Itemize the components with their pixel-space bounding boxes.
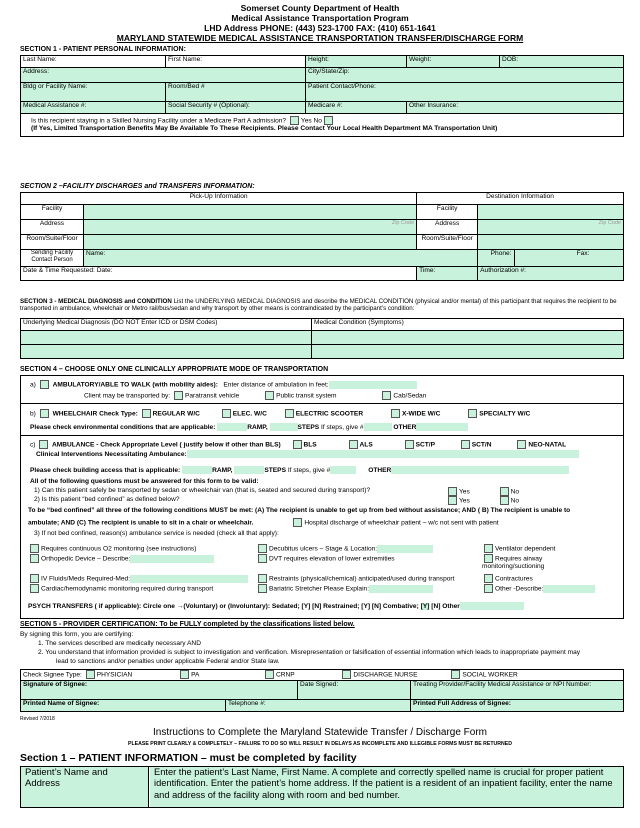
dest-room-label: Room/Suite/Floor (417, 235, 478, 250)
neonatal-label: NEO-NATAL (528, 441, 567, 449)
xwide-wc-label: X-WIDE W/C (401, 410, 441, 418)
q1-no-checkbox[interactable] (500, 487, 509, 496)
condition-input-1[interactable] (312, 331, 624, 345)
diagnosis-header: Underlying Medical Diagnosis (DO NOT Enter ICD or DSM Codes) (21, 319, 312, 331)
instructions-title: Instructions to Complete the Maryland Statewide Transfer / Discharge Form (152, 727, 488, 738)
social-worker-label: SOCIAL WORKER (462, 671, 518, 679)
bldg-field[interactable] (21, 83, 166, 102)
iv-input[interactable] (130, 575, 248, 583)
social-worker-checkbox[interactable] (451, 670, 460, 679)
ambulatory-title: AMBULATORY/ABLE TO WALK (with mobility aides): (52, 381, 218, 389)
signee-type-label: Check Signee Type: (23, 671, 82, 679)
snf-yes-label: Yes (300, 117, 312, 125)
distance-label: Enter distance of ambulation in feet: (223, 381, 329, 389)
pickup-address-input[interactable] (84, 220, 417, 235)
q2-answers (446, 496, 519, 505)
steps-count-input[interactable] (364, 423, 392, 431)
building-access-row (30, 466, 569, 474)
date-label: Date: (96, 267, 113, 274)
signee-type-row (21, 670, 624, 681)
sctp-checkbox[interactable] (405, 440, 414, 449)
instructions-warning: PLEASE PRINT CLEARLY & COMPLETELY – FAILURE TO DO SO WILL RESULT IN DELAYS AS INCOMPLETE AND ILLEGIBLE FORMS MUST BE RETURNED (128, 741, 512, 747)
sctn-checkbox[interactable] (461, 440, 470, 449)
q2-no-checkbox[interactable] (500, 496, 509, 505)
telephone-label: Telephone #: (228, 700, 266, 707)
q1-answers (446, 487, 519, 496)
snf-row (21, 114, 624, 137)
ventilator-checkbox[interactable] (484, 544, 493, 553)
dvt-item (256, 554, 395, 563)
city-label: City/State/Zip: (308, 68, 350, 75)
dest-address-label: Address (417, 220, 478, 235)
address-field[interactable] (21, 68, 306, 83)
ramp-input[interactable] (217, 423, 247, 431)
neonatal-checkbox[interactable] (517, 440, 526, 449)
bls-label: BLS (303, 441, 317, 449)
q2-yes-checkbox[interactable] (448, 496, 457, 505)
section-1-title: SECTION 1 - PATIENT PERSONAL INFORMATION: (20, 46, 186, 53)
snf-yes-checkbox[interactable] (290, 116, 299, 125)
authorization-label: Authorization #: (480, 267, 526, 274)
all-questions-note: All of the following questions must be answered for this form to be valid: (30, 478, 259, 485)
regular-wc-checkbox[interactable] (142, 409, 151, 418)
medicare-label: Medicare #: (308, 102, 343, 109)
full-address-field[interactable] (411, 700, 624, 712)
client-transported-label: Client may be transported by: (84, 392, 171, 400)
section-3-intro (20, 298, 624, 312)
ventilator-item (482, 544, 556, 553)
section-5-table (20, 669, 624, 712)
sending-phone-field[interactable] (478, 250, 514, 267)
other2-label: OTHER (368, 466, 392, 474)
form-title: MARYLAND STATEWIDE MEDICAL ASSISTANCE TRANSPORTATION TRANSFER/DISCHARGE FORM (116, 33, 524, 43)
paratransit-checkbox[interactable] (174, 391, 183, 400)
bed-def-row-2 (28, 518, 499, 527)
building-access-label: Please check building access that is applicable: (30, 466, 181, 474)
signature-field[interactable] (21, 681, 298, 700)
steps2-label: STEPS (264, 466, 286, 474)
other-label: OTHER (393, 423, 417, 431)
dvt-checkbox[interactable] (258, 554, 267, 563)
section-2-table (20, 192, 624, 281)
q1-yes-checkbox[interactable] (448, 487, 457, 496)
snf-question: Is this recipient staying in a Skilled Nursing Facility under a Medicare Part A admission? (31, 117, 287, 125)
discharge-nurse-label: DISCHARGE NURSE (353, 671, 418, 679)
height-field[interactable] (306, 56, 407, 68)
weight-label: Weight: (409, 56, 432, 63)
height-label: Height: (308, 56, 329, 63)
sending-phone-label: Phone: (490, 250, 512, 257)
restraints-label: Restraints (physical/chemical) anticipated/used during transport (269, 575, 455, 583)
orthopedic-checkbox[interactable] (30, 554, 39, 563)
other-insurance-field[interactable] (407, 102, 624, 114)
instructions-row-label: Patient’s Name and Address (21, 767, 149, 807)
contractures-item (482, 574, 533, 583)
certify-2b: lead to sanctions and/or penalties under applicable Federal and/or State law. (56, 658, 280, 665)
bariatric-item (256, 584, 433, 593)
authorization-field[interactable] (478, 267, 624, 281)
dest-room-input[interactable] (478, 235, 624, 250)
public-transit-checkbox[interactable] (265, 391, 274, 400)
hospital-discharge-checkbox[interactable] (293, 518, 302, 527)
certify-2: 2. You understand that information provided is subject to investigation and verification. Misrepresentation or falsification of essential information which leads to inappropriate payment may (38, 649, 581, 656)
dvt-label: DVT requires elevation of lower extremities (269, 555, 395, 563)
q2-no-label: No (510, 497, 520, 505)
decubitus-item (256, 544, 433, 553)
pickup-room-input[interactable] (84, 235, 417, 250)
printed-name-field[interactable] (21, 700, 226, 712)
elec-wc-label: ELEC. W/C (232, 410, 267, 418)
other-describe-item (482, 584, 595, 593)
airway-checkbox[interactable] (484, 554, 493, 563)
if-steps2-label: If steps, give # (287, 466, 331, 474)
physician-label: PHYSICIAN (96, 671, 133, 679)
certify-intro: By signing this form, you are certifying: (20, 631, 134, 638)
revision-date: Revised 7/2018 (20, 716, 55, 722)
pickup-address-label: Address (21, 220, 84, 235)
npi-field[interactable] (411, 681, 624, 700)
dob-field[interactable] (500, 56, 624, 68)
cab-label: Cab/Sedan (393, 392, 427, 400)
ssn-label: Social Security # (Optional): (168, 102, 250, 109)
dob-label: DOB: (502, 56, 519, 63)
wheelchair-title: WHEELCHAIR Check Type: (52, 410, 138, 418)
snf-note: (If Yes, Limited Transportation Benefits May Be Available To These Recipients. Please Contact Your Local Health Department MA Transportation Unit) (31, 125, 498, 132)
psych-label: PSYCH TRANSFERS ( if applicable): Circle one →(Voluntary) or (Involuntary): Sedated; [Y] [N] Restrained; [Y] [N] Combative; (28, 602, 419, 610)
sending-fax-field[interactable] (514, 250, 623, 267)
discharge-nurse-checkbox[interactable] (342, 670, 351, 679)
orthopedic-item (28, 554, 214, 563)
pickup-facility-label: Facility (21, 205, 84, 220)
sending-name-field[interactable] (84, 250, 478, 267)
c-label: c) (30, 441, 36, 449)
section-5-title: SECTION 5 - PROVIDER CERTIFICATION: To be FULLY completed by the classifications listed below. (20, 621, 355, 628)
pickup-room-label: Room/Suite/Floor (21, 235, 84, 250)
dest-zip-hint: Zip Code (598, 220, 621, 226)
ramp2-input[interactable] (182, 466, 212, 474)
q2-text: 2) Is this patient “bed confined” as defined below? (34, 496, 180, 503)
decubitus-label: Decubitus ulcers – Stage & Location: (269, 545, 378, 553)
bariatric-input[interactable] (369, 585, 433, 593)
wheelchair-checkbox[interactable] (40, 409, 49, 418)
a-label: a) (30, 381, 36, 389)
other-describe-checkbox[interactable] (484, 584, 493, 593)
specialty-wc-checkbox[interactable] (468, 409, 477, 418)
instructions-row-text: Enter the patient’s Last Name, First Name. A complete and correctly spelled name is crucial for proper patient identification. Enter the patient’s home address. If the patient is a resident of an inpatient facility, enter the name and address of the facility along with room and bed number. (150, 767, 623, 807)
als-label: ALS (359, 441, 373, 449)
scooter-checkbox[interactable] (285, 409, 294, 418)
condition-input-2[interactable] (312, 345, 624, 359)
cardiac-checkbox[interactable] (30, 584, 39, 593)
time-label: Time: (419, 267, 436, 274)
crnp-label: CRNP (275, 671, 295, 679)
hospital-discharge-label: Hospital discharge of wheelchair patient – w/c not sent with patient (304, 519, 499, 527)
other-env-input[interactable] (416, 423, 468, 431)
q1-text: 1) Can this patient safely be transported by sedan or wheelchair van (that is, seated and secured during transport)? (34, 487, 371, 494)
sending-fax-label: Fax: (576, 250, 590, 257)
sending-name-label: Name: (86, 250, 106, 257)
psych-other-input[interactable] (460, 602, 524, 610)
bls-checkbox[interactable] (293, 440, 302, 449)
q3-text: 3) If not bed confined, reason(s) ambulance service is needed (check all that apply): (34, 530, 279, 537)
public-transit-label: Public transit system (276, 392, 337, 400)
regular-wc-label: REGULAR W/C (152, 410, 200, 418)
first-name-field[interactable] (166, 56, 306, 68)
iv-checkbox[interactable] (30, 574, 39, 583)
o2-label: Requires continuous O2 monitoring (see instructions) (41, 545, 197, 553)
cardiac-item (28, 584, 213, 593)
city-field[interactable] (306, 68, 624, 83)
time-requested-field[interactable] (417, 267, 478, 281)
section-1-table (20, 55, 624, 137)
elec-wc-checkbox[interactable] (222, 409, 231, 418)
ambulatory-checkbox[interactable] (40, 380, 49, 389)
pickup-facility-input[interactable] (84, 205, 417, 220)
clinical-row (36, 450, 579, 458)
steps-label: STEPS (297, 423, 320, 431)
bed-confined-definition-2: ambulate; AND (C) The recipient is unable to sit in a chair or wheelchair. (28, 519, 254, 527)
restraints-item (256, 574, 454, 583)
ssn-field[interactable] (166, 102, 306, 114)
ambulance-title: AMBULANCE - Check Appropriate Level ( justify below if other than BLS) (51, 441, 281, 449)
header-line-1: Somerset County Department of Health (240, 3, 400, 13)
room-field[interactable] (166, 83, 306, 102)
dest-facility-input[interactable] (478, 205, 624, 220)
clinical-input[interactable] (187, 450, 579, 458)
sctn-label: SCT/N (471, 441, 492, 449)
signature-label: Signature of Signee: (23, 681, 88, 688)
combative-yes[interactable]: [Y] (420, 602, 430, 610)
steps-input[interactable] (270, 423, 298, 431)
medicare-field[interactable] (306, 102, 407, 114)
ramp-label: RAMP, (247, 423, 268, 431)
address-label: Address: (23, 68, 50, 75)
contractures-label: Contractures (495, 575, 533, 583)
printed-name-label: Printed Name of Signee: (23, 700, 100, 707)
header-line-2: Medical Assistance Transportation Program (231, 13, 409, 23)
q1-no-label: No (510, 488, 520, 496)
section-3-table (20, 318, 624, 359)
contact-label: Patient Contact/Phone: (308, 83, 376, 90)
bldg-label: Bldg or Facility Name: (23, 83, 88, 90)
section-2-title: SECTION 2 –FACILITY DISCHARGES and TRANSFERS INFORMATION: (20, 183, 255, 190)
specialty-wc-label: SPECIALTY W/C (479, 410, 531, 418)
instructions-section-1-title: Section 1 – PATIENT INFORMATION – must be completed by facility (20, 752, 357, 764)
scooter-label: ELECTRIC SCOOTER (295, 410, 364, 418)
bariatric-label: Bariatric Stretcher Please Explain: (269, 585, 370, 593)
full-address-label: Printed Full Address of Signee: (413, 700, 511, 707)
wheelchair-row (30, 409, 530, 418)
environment-label: Please check environmental conditions that are applicable: (30, 423, 216, 431)
divider-b (20, 435, 624, 436)
paratransit-label: Paratransit vehicle (184, 392, 240, 400)
diagnosis-input-1[interactable] (21, 331, 312, 345)
iv-item (28, 574, 248, 583)
if-steps-label: If steps, give # (320, 423, 364, 431)
snf-no-checkbox[interactable] (324, 116, 333, 125)
pa-checkbox[interactable] (180, 670, 189, 679)
other2-input[interactable] (391, 466, 569, 474)
last-name-field[interactable] (21, 56, 166, 68)
datetime-label: Date & Time Requested: (23, 267, 95, 274)
orthopedic-input[interactable] (130, 555, 214, 563)
dest-address-input[interactable] (478, 220, 624, 235)
environment-row (30, 423, 468, 431)
decubitus-input[interactable] (377, 545, 433, 553)
other-describe-label: Other -Describe: (495, 585, 544, 593)
snf-no-label: No (313, 117, 322, 125)
date-requested-field[interactable] (21, 267, 417, 281)
section-3-title: SECTION 3 - MEDICAL DIAGNOSIS and CONDITION (20, 298, 172, 305)
psych-other-label: Other (442, 602, 460, 610)
physician-checkbox[interactable] (86, 670, 95, 679)
clinical-label: Clinical Interventions Necessitating Ambulance: (36, 450, 187, 458)
b-label: b) (30, 410, 36, 418)
weight-field[interactable] (407, 56, 500, 68)
pickup-header: Pick-Up Information (21, 193, 417, 205)
decubitus-checkbox[interactable] (258, 544, 267, 553)
telephone-field[interactable] (226, 700, 411, 712)
distance-input[interactable] (329, 381, 417, 389)
dest-facility-label: Facility (417, 205, 478, 220)
first-name-label: First Name: (168, 56, 203, 63)
steps2-input[interactable] (234, 466, 264, 474)
airway-label: Requires airway monitoring/suctioning (482, 555, 545, 570)
ambulance-row (30, 440, 566, 449)
ventilator-label: Ventilator dependent (495, 545, 556, 553)
q2-yes-label: Yes (459, 497, 470, 505)
date-signed-field[interactable] (298, 681, 411, 700)
certify-1: 1. The services described are medically necessary AND (38, 640, 201, 647)
bariatric-checkbox[interactable] (258, 584, 267, 593)
psych-row (28, 602, 524, 610)
sctp-label: SCT/P (415, 441, 435, 449)
o2-checkbox[interactable] (30, 544, 39, 553)
q1-yes-label: Yes (459, 488, 470, 496)
header-line-3: LHD Address PHONE: (443) 523-1700 FAX: (410) 651-1641 (204, 23, 436, 33)
reason-row-1 (28, 544, 196, 553)
section-4-title: SECTION 4 – CHOOSE ONLY ONE CLINICALLY APPROPRIATE MODE OF TRANSPORTATION (20, 366, 329, 373)
room-label: Room/Bed # (168, 83, 205, 90)
contractures-checkbox[interactable] (484, 574, 493, 583)
q1-row (34, 487, 370, 495)
als-checkbox[interactable] (349, 440, 358, 449)
combative-no[interactable]: [N] (431, 602, 441, 610)
steps2-count-input[interactable] (330, 466, 356, 474)
instructions-row (20, 766, 624, 808)
divider-a (20, 403, 624, 404)
orthopedic-label: Orthopedic Device – Describe: (41, 555, 131, 563)
destination-header: Destination Information (417, 193, 624, 205)
ma-field[interactable] (21, 102, 166, 114)
other-describe-input[interactable] (543, 585, 595, 593)
xwide-wc-checkbox[interactable] (391, 409, 400, 418)
restraints-checkbox[interactable] (258, 574, 267, 583)
sending-contact-label: Sending Facility Contact Person (21, 250, 84, 267)
ambulance-checkbox[interactable] (39, 440, 48, 449)
contact-field[interactable] (306, 83, 624, 102)
crnp-checkbox[interactable] (265, 670, 274, 679)
date-signed-label: Date Signed: (300, 681, 339, 688)
pa-label: PA (191, 671, 200, 679)
ambulatory-row (30, 380, 417, 389)
airway-item (482, 554, 592, 571)
last-name-label: Last Name: (23, 56, 57, 63)
section-3-text: List the UNDERLYING MEDICAL DIAGNOSIS and describe the MEDICAL CONDITION (physical and/or mental) of this participant that requires the recipient to be transported in ambulance, wheelchair or Metro rail/bus/sedan and why transport by other means is contraindicated by the participant’s condition: (20, 298, 617, 313)
ambulatory-options-row (84, 391, 426, 400)
bed-confined-definition: To be “bed confined” all three of the following conditions MUST be met: (A) The recipient is unable to get up from bed without assistance; AND ( B) The recipient is unable to (28, 507, 571, 514)
ramp2-label: RAMP, (212, 466, 233, 474)
diagnosis-input-2[interactable] (21, 345, 312, 359)
cab-checkbox[interactable] (382, 391, 391, 400)
cardiac-label: Cardiac/hemodynamic monitoring required during transport (41, 585, 214, 593)
other-insurance-label: Other Insurance: (409, 102, 459, 109)
condition-header: Medical Condition (Symptoms) (312, 319, 624, 331)
npi-label: Treating Provider/Facility Medical Assistance or NPI Number: (413, 681, 592, 688)
iv-label: IV Fluids/Meds Required-Med: (41, 575, 131, 583)
pickup-zip-hint: Zip Code (391, 220, 415, 226)
ma-label: Medical Assistance #: (23, 102, 87, 109)
